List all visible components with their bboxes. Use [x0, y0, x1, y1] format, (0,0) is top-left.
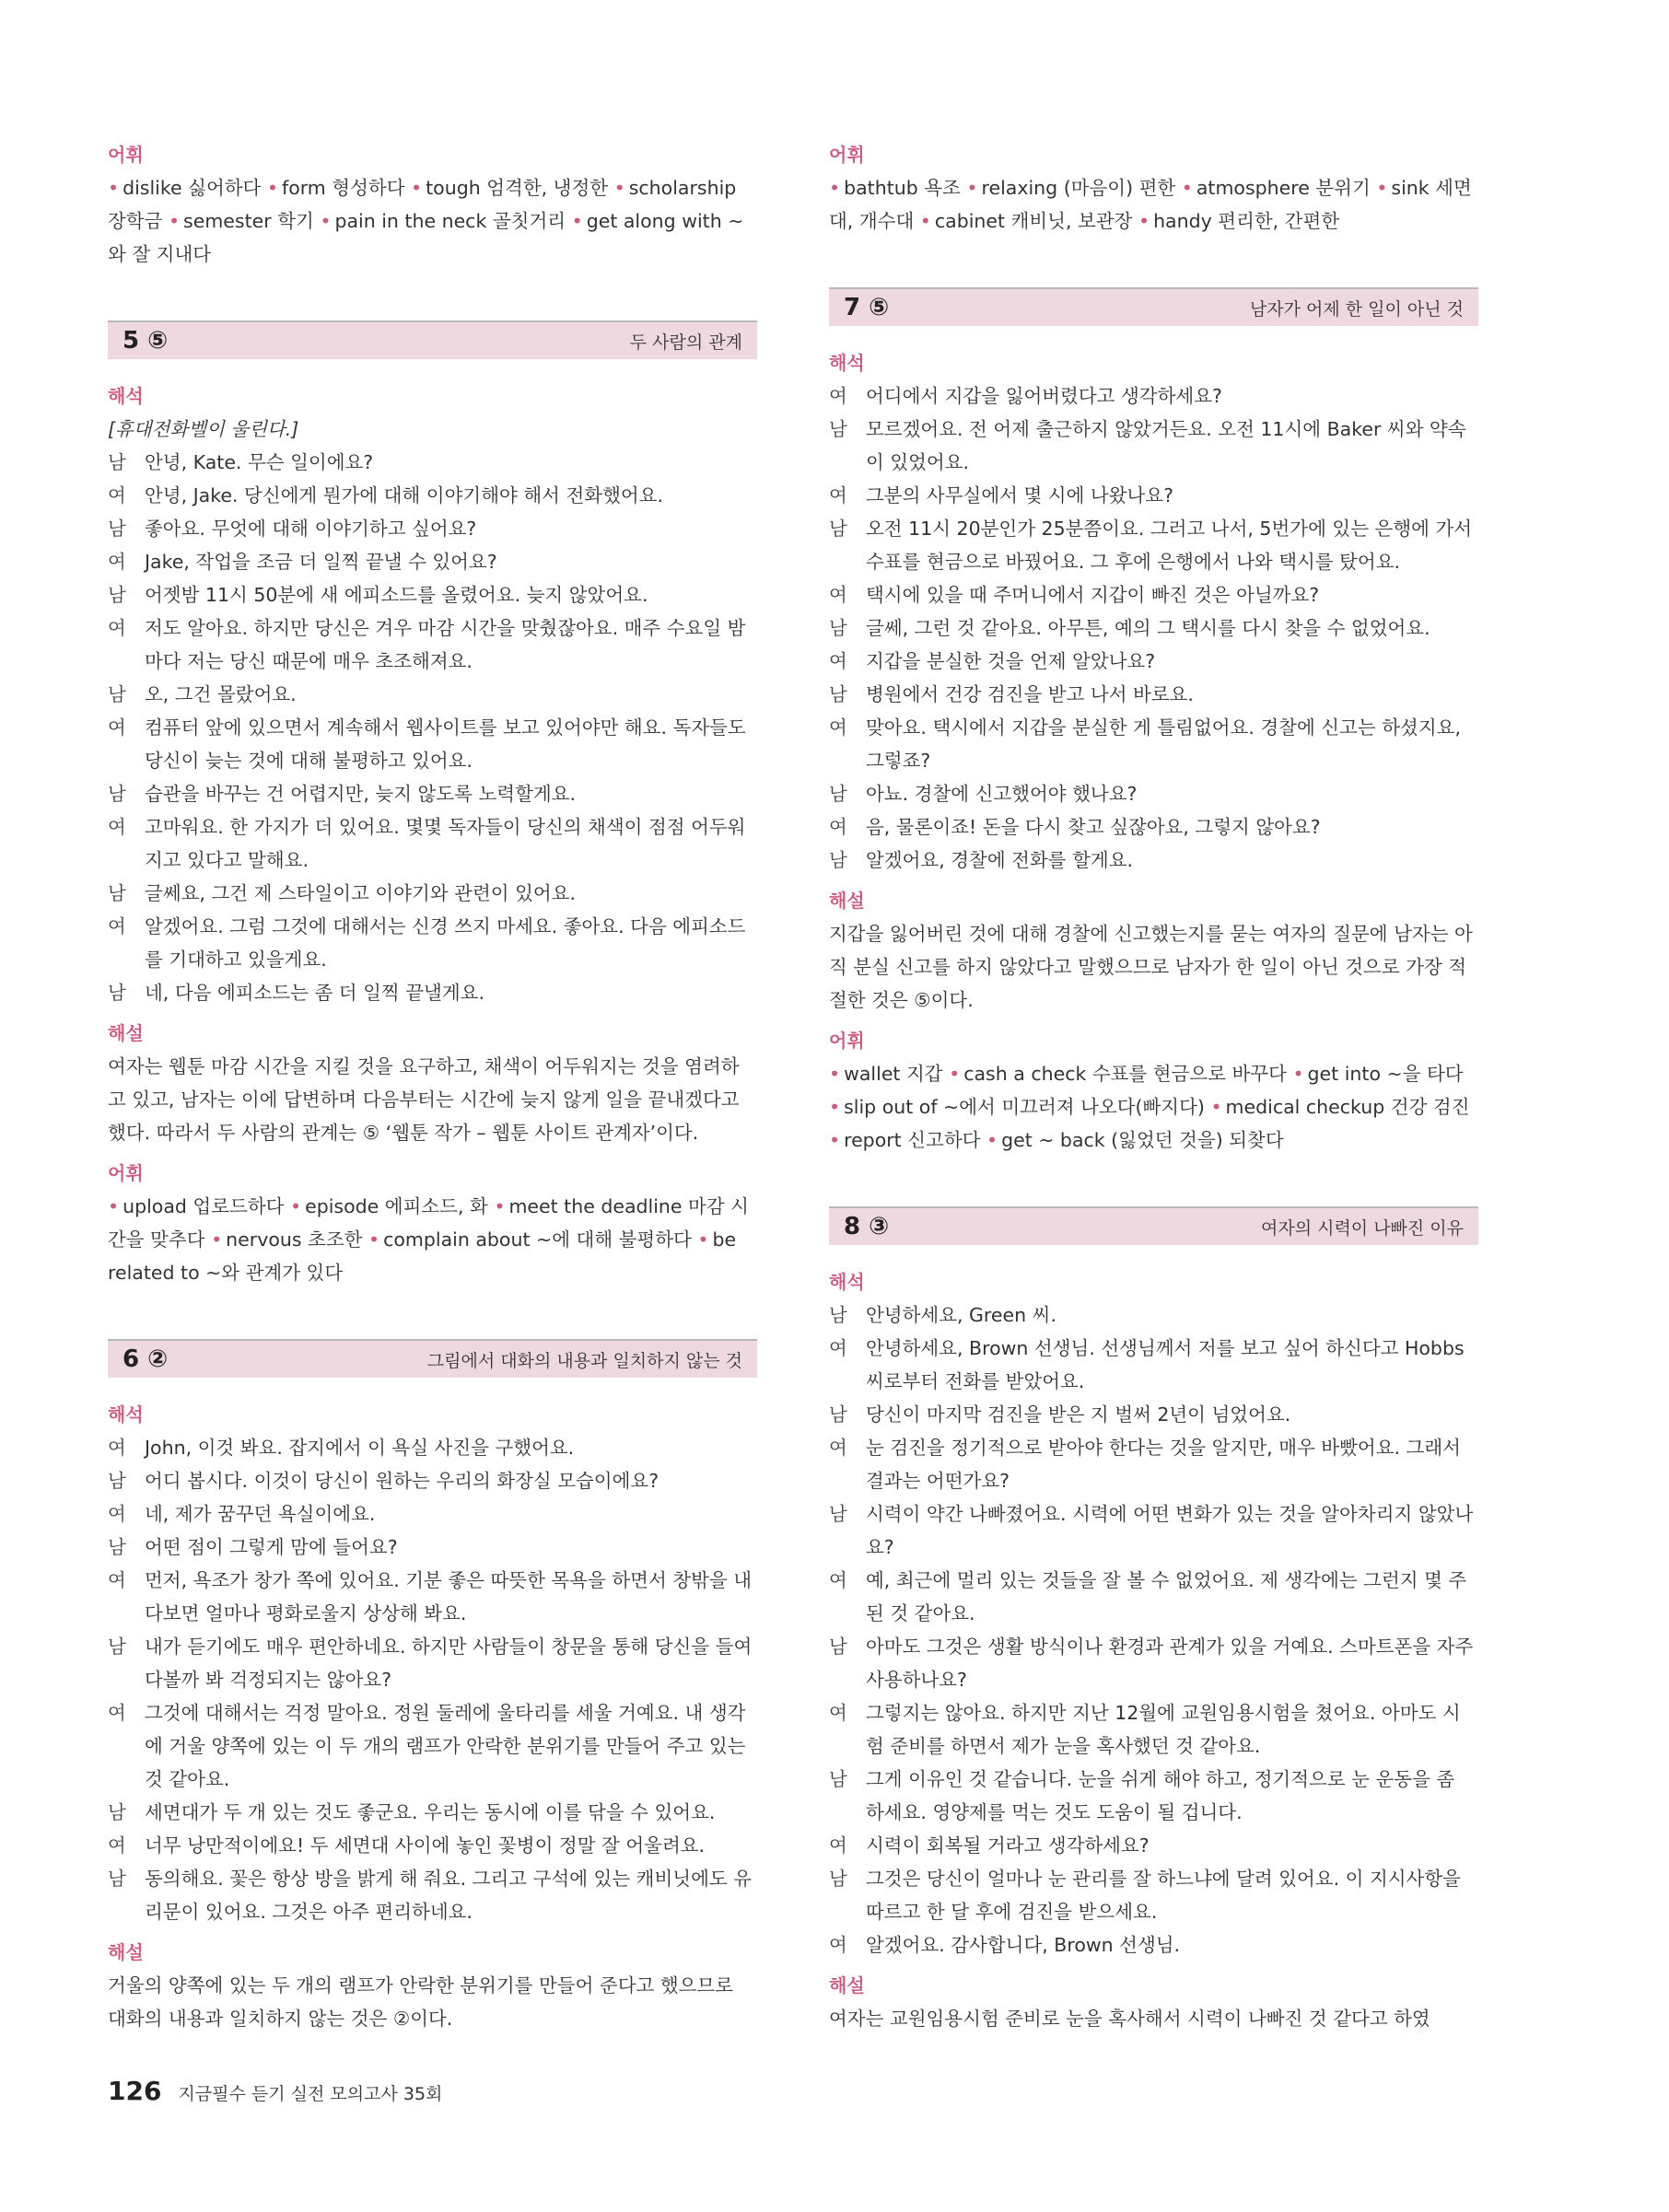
bullet-icon: •: [1292, 1063, 1304, 1085]
dialogue-text: 안녕, Jake. 당신에게 뭔가에 대해 이야기해야 해서 전화했어요.: [145, 484, 663, 506]
dialogue-text: 너무 낭만적이에요! 두 세면대 사이에 놓인 꽃병이 정말 잘 어울려요.: [145, 1834, 706, 1857]
vocab-item: [211, 1228, 362, 1251]
vocab-item: [829, 1063, 943, 1085]
speaker-label: 남: [108, 982, 126, 1004]
vocab-item: [108, 177, 261, 199]
vocab-text: get into ~을 타다: [1307, 1063, 1464, 1085]
dialogue-line: [108, 877, 757, 910]
dialogue-text: 그것에 대해서는 걱정 말아요. 정원 둘레에 울타리를 세울 거예요. 내 생각에 거울 양쪽에 있는 이 두 개의 램프가 안락한 분위기를 만들어 주고 있는 것 같아요.: [145, 1702, 746, 1790]
speaker-label: 남: [829, 849, 847, 871]
dialogue-line: [829, 1398, 1478, 1431]
explanation-label: 해설: [108, 1022, 144, 1044]
dialogue-text: 맞아요. 택시에서 지갑을 분실한 게 틀림없어요. 경찰에 신고는 하셨지요, 그렇죠?: [866, 716, 1461, 772]
dialogue-line: [829, 1763, 1478, 1829]
speaker-label: 여: [108, 1503, 126, 1525]
speaker-label: 남: [829, 1768, 847, 1790]
dialogue-text: 글쎄, 그런 것 같아요. 아무튼, 예의 그 택시를 다시 찾을 수 없었어요.: [866, 617, 1430, 639]
dialogue-text: 눈 검진을 정기적으로 받아야 한다는 것을 알지만, 매우 바빴어요. 그래서 결과는 어떤가요?: [866, 1437, 1461, 1492]
dialogue-text: 안녕, Kate. 무슨 일이에요?: [145, 451, 374, 473]
dialogue-line: [829, 1431, 1478, 1497]
speaker-label: 여: [829, 1702, 847, 1724]
speaker-label: 여: [108, 816, 126, 838]
speaker-label: 여: [108, 1569, 126, 1591]
dialogue-line: [829, 1630, 1478, 1696]
dialogue-6: [108, 1431, 757, 1928]
stage-direction: [휴대전화벨이 울린다.]: [108, 418, 299, 440]
vocab-text: atmosphere 분위기: [1196, 177, 1371, 199]
dialogue-text: 안녕하세요, Green 씨.: [866, 1304, 1056, 1326]
dialogue-text: 아뇨. 경찰에 신고했어야 했나요?: [866, 783, 1138, 805]
dialogue-line: [108, 1431, 757, 1464]
vocab-text: meet the deadline 마감 시간을 맞추다: [108, 1195, 749, 1251]
speaker-label: 남: [829, 1304, 847, 1326]
vocab-text: slip out of ~에서 미끄러져 나오다(빠지다): [844, 1096, 1205, 1118]
dialogue-line: [829, 1928, 1478, 1962]
vocab-text: pain in the neck 골칫거리: [334, 210, 566, 232]
speaker-label: 여: [829, 1569, 847, 1591]
dialogue-line: [829, 413, 1478, 479]
question-number: 5 ⑤: [123, 327, 169, 355]
vocab-text: cabinet 캐비닛, 보관장: [934, 210, 1133, 232]
speaker-label: 여: [829, 584, 847, 606]
dialogue-text: 알겠어요. 감사합니다, Brown 선생님.: [866, 1934, 1181, 1956]
dialogue-line: [108, 810, 757, 877]
translation-label: 해석: [829, 1271, 865, 1293]
question-type: 두 사람의 관계: [629, 332, 742, 353]
speaker-label: 남: [108, 1636, 126, 1658]
bullet-icon: •: [613, 177, 625, 199]
dialogue-text: 당신이 마지막 검진을 받은 지 벌써 2년이 넘었어요.: [866, 1403, 1291, 1426]
vocab-list: [108, 1190, 757, 1289]
vocab-item: [949, 1063, 1287, 1085]
dialogue-text: 어디 봅시다. 이것이 당신이 원하는 우리의 화장실 모습이에요?: [145, 1470, 659, 1492]
vocab-item: [290, 1195, 488, 1217]
explanation-label: 해설: [108, 1941, 144, 1963]
bullet-icon: •: [168, 210, 181, 232]
speaker-label: 여: [108, 915, 126, 937]
question-type: 그림에서 대화의 내용과 일치하지 않는 것: [426, 1350, 742, 1371]
speaker-label: 여: [108, 484, 126, 506]
vocab-text: relaxing (마음이) 편한: [981, 177, 1176, 199]
vocab-text: handy 편리한, 간편한: [1153, 210, 1340, 232]
vocab-text: sink 세면대, 개수대: [829, 177, 1472, 232]
dialogue-text: 지갑을 분실한 것을 언제 알았나요?: [866, 650, 1156, 672]
question-header-8: [829, 1206, 1478, 1245]
speaker-label: 여: [829, 1437, 847, 1459]
bullet-icon: •: [1210, 1096, 1222, 1118]
bullet-icon: •: [986, 1129, 998, 1151]
dialogue-text: 시력이 약간 나빠졌어요. 시력에 어떤 변화가 있는 것을 알아차리지 않았나요?: [866, 1503, 1474, 1558]
speaker-label: 남: [829, 783, 847, 805]
speaker-label: 남: [108, 683, 126, 705]
vocab-label: 어휘: [829, 144, 865, 166]
vocab-text: be related to ~와 관계가 있다: [108, 1228, 737, 1284]
speaker-label: 여: [108, 1834, 126, 1857]
vocab-text: wallet 지갑: [844, 1063, 943, 1085]
bullet-icon: •: [494, 1195, 506, 1217]
bullet-icon: •: [411, 177, 423, 199]
speaker-label: 여: [829, 1834, 847, 1857]
vocab-text: complain about ~에 대해 불평하다: [383, 1228, 692, 1251]
dialogue-line: [829, 611, 1478, 645]
dialogue-text: 그게 이유인 것 같습니다. 눈을 쉬게 해야 하고, 정기적으로 눈 운동을 좀 하세요. 영양제를 먹는 것도 도움이 될 겁니다.: [866, 1768, 1455, 1823]
dialogue-text: 그분의 사무실에서 몇 시에 나왔나요?: [866, 484, 1173, 506]
dialogue-line: [829, 678, 1478, 711]
dialogue-line: [108, 479, 757, 512]
speaker-label: 여: [829, 716, 847, 739]
speaker-label: 남: [829, 1503, 847, 1525]
speaker-label: 여: [108, 1437, 126, 1459]
vocab-text: tough 엄격한, 냉정한: [426, 177, 609, 199]
page-number: 126: [108, 2076, 162, 2106]
bullet-icon: •: [829, 177, 841, 199]
bullet-icon: •: [966, 177, 978, 199]
speaker-label: 여: [108, 617, 126, 639]
bullet-icon: •: [266, 177, 278, 199]
speaker-label: 남: [829, 518, 847, 540]
explanation-text: 지갑을 잃어버린 것에 대해 경찰에 신고했는지를 묻는 여자의 질문에 남자는 아직 분실 신고를 하지 않았다고 말했으므로 남자가 한 일이 아닌 것으로 가장 적절한 것은 ⑤이다.: [829, 923, 1473, 1011]
bullet-icon: •: [697, 1228, 709, 1251]
vocab-text: form 형성하다: [281, 177, 405, 199]
bullet-icon: •: [1376, 177, 1388, 199]
bullet-icon: •: [829, 1096, 841, 1118]
vocab-text: upload 업로드하다: [123, 1195, 285, 1217]
speaker-label: 남: [829, 1636, 847, 1658]
bullet-icon: •: [949, 1063, 961, 1085]
vocab-item: [920, 210, 1133, 232]
vocab-text: medical checkup 건강 검진: [1225, 1096, 1470, 1118]
vocab-item: [1292, 1063, 1463, 1085]
bullet-icon: •: [1138, 210, 1150, 232]
explanation-text: 여자는 웹툰 마감 시간을 지킬 것을 요구하고, 채색이 어두워지는 것을 염려하고 있고, 남자는 이에 답변하며 다음부터는 시간에 늦지 않게 일을 끝내겠다고 했다. 따라서 두 사람의 관계는 ⑤ ‘웹툰 작가 – 웹툰 사이트 관계자’이다.: [108, 1055, 740, 1144]
dialogue-text: 알겠어요. 그럼 그것에 대해서는 신경 쓰지 마세요. 좋아요. 다음 에피소드를 기대하고 있을게요.: [145, 915, 746, 971]
page-footer: [108, 2076, 442, 2106]
speaker-label: 여: [829, 816, 847, 838]
dialogue-line: [108, 1630, 757, 1696]
dialogue-text: 습관을 바꾸는 건 어렵지만, 늦지 않도록 노력할게요.: [145, 783, 576, 805]
dialogue-text: 그것은 당신이 얼마나 눈 관리를 잘 하느냐에 달려 있어요. 이 지시사항을 따르고 한 달 후에 검진을 받으세요.: [866, 1868, 1461, 1923]
dialogue-text: 네, 제가 꿈꾸던 욕실이에요.: [145, 1503, 376, 1525]
translation-label: 해석: [829, 352, 865, 374]
dialogue-line: [829, 1829, 1478, 1862]
dialogue-text: 아마도 그것은 생활 방식이나 환경과 관계가 있을 거예요. 스마트폰을 자주 사용하나요?: [866, 1636, 1474, 1691]
translation-label: 해석: [108, 1403, 144, 1426]
dialogue-7: [829, 379, 1478, 877]
dialogue-text: 오전 11시 20분인가 25분쯤이요. 그러고 나서, 5번가에 있는 은행에 가서 수표를 현금으로 바꿨어요. 그 후에 은행에서 나와 택시를 탔어요.: [866, 518, 1473, 573]
vocab-item: [1210, 1096, 1469, 1118]
dialogue-line: [108, 678, 757, 711]
vocab-item: [829, 1096, 1205, 1118]
vocab-item: [829, 1129, 980, 1151]
dialogue-line: [829, 1862, 1478, 1928]
dialogue-line: [108, 611, 757, 678]
bullet-icon: •: [919, 210, 931, 232]
dialogue-line: [829, 1298, 1478, 1332]
dialogue-line: [108, 446, 757, 479]
dialogue-line: [108, 1829, 757, 1862]
speaker-label: 여: [829, 650, 847, 672]
dialogue-line: [829, 1332, 1478, 1398]
dialogue-text: 좋아요. 무엇에 대해 이야기하고 싶어요?: [145, 518, 477, 540]
dialogue-line: [108, 512, 757, 545]
dialogue-5: [108, 446, 757, 1009]
dialogue-text: 어떤 점이 그렇게 맘에 들어요?: [145, 1536, 398, 1558]
speaker-label: 여: [829, 1934, 847, 1956]
dialogue-text: 세면대가 두 개 있는 것도 좋군요. 우리는 동시에 이를 닦을 수 있어요.: [145, 1801, 716, 1823]
bullet-icon: •: [108, 1195, 120, 1217]
dialogue-text: 예, 최근에 멀리 있는 것들을 잘 볼 수 없었어요. 제 생각에는 그런지 몇 주 된 것 같아요.: [866, 1569, 1467, 1624]
dialogue-line: [829, 512, 1478, 578]
speaker-label: 남: [108, 1868, 126, 1890]
speaker-label: 여: [829, 484, 847, 506]
dialogue-text: 저도 알아요. 하지만 당신은 겨우 마감 시간을 맞췄잖아요. 매주 수요일 밤마다 저는 당신 때문에 매우 초조해져요.: [145, 617, 746, 672]
dialogue-text: 네, 다음 에피소드는 좀 더 일찍 끝낼게요.: [145, 982, 484, 1004]
dialogue-line: [108, 545, 757, 578]
explanation-label: 해설: [829, 1974, 865, 1997]
bullet-icon: •: [829, 1129, 841, 1151]
speaker-label: 남: [108, 584, 126, 606]
dialogue-text: 그렇지는 않아요. 하지만 지난 12월에 교원임용시험을 쳤어요. 아마도 시험 준비를 하면서 제가 눈을 혹사했던 것 같아요.: [866, 1702, 1461, 1757]
bullet-icon: •: [320, 210, 332, 232]
dialogue-line: [108, 1796, 757, 1829]
speaker-label: 남: [829, 683, 847, 705]
dialogue-line: [829, 1564, 1478, 1630]
vocab-text: episode 에피소드, 화: [305, 1195, 488, 1217]
vocab-label: 어휘: [829, 1030, 865, 1052]
dialogue-text: 먼저, 욕조가 창가 쪽에 있어요. 기분 좋은 따뜻한 목욕을 하면서 창밖을 내다보면 얼마나 평화로울지 상상해 봐요.: [145, 1569, 752, 1624]
speaker-label: 남: [829, 617, 847, 639]
dialogue-text: 어디에서 지갑을 잃어버렸다고 생각하세요?: [866, 385, 1222, 407]
dialogue-line: [108, 1862, 757, 1928]
vocab-text: get ~ back (잃었던 것을) 되찾다: [1001, 1129, 1284, 1151]
question-header-5: [108, 320, 757, 359]
dialogue-text: 내가 듣기에도 매우 편안하네요. 하지만 사람들이 창문을 통해 당신을 들여다볼까 봐 걱정되지는 않아요?: [145, 1636, 753, 1691]
dialogue-line: [108, 1696, 757, 1796]
question-number: 6 ②: [123, 1345, 169, 1373]
vocab-list: [829, 171, 1478, 238]
explanation-text: 여자는 교원임용시험 준비로 눈을 혹사해서 시력이 나빠진 것 같다고 하였: [829, 2008, 1430, 2030]
dialogue-line: [108, 1497, 757, 1531]
dialogue-text: 오, 그건 몰랐어요.: [145, 683, 297, 705]
vocab-text: cash a check 수표를 현금으로 바꾸다: [963, 1063, 1287, 1085]
vocab-label: 어휘: [108, 1162, 144, 1184]
dialogue-text: 글쎄요, 그건 제 스타일이고 이야기와 관련이 있어요.: [145, 882, 576, 904]
vocab-item: [1182, 177, 1371, 199]
dialogue-line: [108, 1564, 757, 1630]
vocab-text: report 신고하다: [844, 1129, 981, 1151]
vocab-text: dislike 싫어하다: [123, 177, 262, 199]
speaker-label: 여: [829, 1337, 847, 1359]
vocab-item: [267, 177, 405, 199]
bullet-icon: •: [289, 1195, 302, 1217]
dialogue-line: [829, 479, 1478, 512]
speaker-label: 남: [829, 1868, 847, 1890]
speaker-label: 남: [108, 1470, 126, 1492]
speaker-label: 남: [108, 451, 126, 473]
speaker-label: 남: [829, 418, 847, 440]
dialogue-text: 알겠어요, 경찰에 전화를 할게요.: [866, 849, 1134, 871]
vocab-list: [829, 1057, 1478, 1157]
dialogue-text: 컴퓨터 앞에 있으면서 계속해서 웹사이트를 보고 있어야만 해요. 독자들도 당신이 늦는 것에 대해 불평하고 있어요.: [145, 716, 746, 772]
dialogue-line: [829, 1497, 1478, 1564]
dialogue-line: [829, 578, 1478, 611]
vocab-item: [169, 210, 314, 232]
vocab-text: bathtub 욕조: [844, 177, 961, 199]
dialogue-line: [829, 645, 1478, 678]
dialogue-line: [829, 844, 1478, 877]
speaker-label: 남: [108, 783, 126, 805]
vocab-text: scholarship 장학금: [108, 177, 737, 232]
right-column: [829, 138, 1478, 2035]
speaker-label: 여: [108, 551, 126, 573]
vocab-item: [1138, 210, 1339, 232]
vocab-item: [320, 210, 566, 232]
speaker-label: 남: [108, 1801, 126, 1823]
dialogue-text: 병원에서 건강 검진을 받고 나서 바로요.: [866, 683, 1194, 705]
vocab-text: get along with ~와 잘 지내다: [108, 210, 744, 265]
dialogue-line: [108, 777, 757, 810]
dialogue-text: Jake, 작업을 조금 더 일찍 끝낼 수 있어요?: [145, 551, 497, 573]
book-title: 지금필수 듣기 실전 모의고사 35회: [178, 2084, 443, 2104]
speaker-label: 여: [108, 716, 126, 739]
dialogue-text: 어젯밤 11시 50분에 새 에피소드를 올렸어요. 늦지 않았어요.: [145, 584, 648, 606]
dialogue-line: [108, 1464, 757, 1497]
vocab-item: [966, 177, 1175, 199]
dialogue-line: [829, 379, 1478, 413]
dialogue-text: 택시에 있을 때 주머니에서 지갑이 빠진 것은 아닐까요?: [866, 584, 1320, 606]
vocab-item: [986, 1129, 1284, 1151]
question-number: 8 ③: [844, 1213, 890, 1240]
dialogue-line: [829, 810, 1478, 844]
dialogue-line: [108, 910, 757, 976]
vocab-item: [829, 177, 961, 199]
dialogue-line: [829, 1696, 1478, 1763]
dialogue-text: 동의해요. 꽃은 항상 방을 밝게 해 줘요. 그리고 구석에 있는 캐비닛에도 유리문이 있어요. 그것은 아주 편리하네요.: [145, 1868, 752, 1923]
bullet-icon: •: [211, 1228, 223, 1251]
explanation-label: 해설: [829, 890, 865, 912]
bullet-icon: •: [571, 210, 583, 232]
dialogue-text: 고마워요. 한 가지가 더 있어요. 몇몇 독자들이 당신의 채색이 점점 어두워지고 있다고 말해요.: [145, 816, 746, 871]
translation-label: 해석: [108, 385, 144, 407]
question-header-7: [829, 287, 1478, 326]
dialogue-text: 모르겠어요. 전 어제 출근하지 않았거든요. 오전 11시에 Baker 씨와 약속이 있었어요.: [866, 418, 1466, 473]
speaker-label: 여: [108, 1702, 126, 1724]
vocab-text: nervous 초조한: [226, 1228, 363, 1251]
dialogue-line: [108, 1531, 757, 1564]
speaker-label: 남: [108, 518, 126, 540]
bullet-icon: •: [368, 1228, 380, 1251]
question-type: 남자가 어제 한 일이 아닌 것: [1249, 298, 1464, 320]
vocab-item: [411, 177, 608, 199]
speaker-label: 남: [108, 1536, 126, 1558]
vocab-list: [108, 171, 757, 271]
dialogue-text: 시력이 회복될 거라고 생각하세요?: [866, 1834, 1150, 1857]
vocab-item: [368, 1228, 692, 1251]
dialogue-line: [108, 578, 757, 611]
dialogue-text: 음, 물론이죠! 돈을 다시 찾고 싶잖아요, 그렇지 않아요?: [866, 816, 1321, 838]
dialogue-text: John, 이것 봐요. 잡지에서 이 욕실 사진을 구했어요.: [145, 1437, 575, 1459]
vocab-text: semester 학기: [183, 210, 314, 232]
question-number: 7 ⑤: [844, 294, 890, 321]
vocab-item: [108, 1195, 284, 1217]
bullet-icon: •: [829, 1063, 841, 1085]
dialogue-text: 안녕하세요, Brown 선생님. 선생님께서 저를 보고 싶어 하신다고 Hobbs 씨로부터 전화를 받았어요.: [866, 1337, 1465, 1392]
left-column: [108, 138, 757, 2035]
bullet-icon: •: [108, 177, 120, 199]
question-type: 여자의 시력이 나빠진 이유: [1260, 1217, 1464, 1239]
explanation-text: 거울의 양쪽에 있는 두 개의 램프가 안락한 분위기를 만들어 준다고 했으므로 대화의 내용과 일치하지 않는 것은 ②이다.: [108, 1974, 734, 2030]
vocab-label: 어휘: [108, 144, 144, 166]
dialogue-line: [829, 777, 1478, 810]
dialogue-8: [829, 1298, 1478, 1962]
speaker-label: 남: [829, 1403, 847, 1426]
dialogue-line: [108, 711, 757, 777]
speaker-label: 여: [829, 385, 847, 407]
bullet-icon: •: [1181, 177, 1193, 199]
dialogue-line: [829, 711, 1478, 777]
question-header-6: [108, 1339, 757, 1378]
dialogue-line: [108, 976, 757, 1009]
speaker-label: 남: [108, 882, 126, 904]
